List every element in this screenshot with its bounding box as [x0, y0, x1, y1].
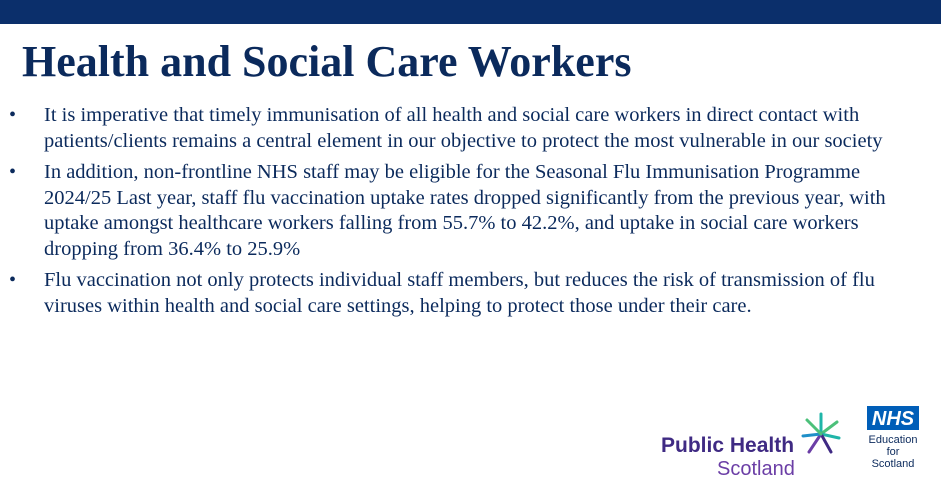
nhs-education-scotland-logo	[853, 404, 933, 486]
nhs-sub-line2: for	[886, 446, 900, 458]
phs-name-line1: Public Health	[661, 434, 795, 457]
slide-title: Health and Social Care Workers	[22, 37, 632, 86]
bullet-item	[0, 103, 900, 154]
bullet-marker: •	[9, 269, 17, 291]
logo-area	[651, 404, 941, 486]
bullet-item	[0, 160, 900, 262]
sparkle-icon	[801, 412, 841, 456]
public-health-scotland-logo	[661, 412, 851, 484]
bullet-text: In addition, non-frontline NHS staff may be eligible for the Seasonal Flu Immunisation Programme 2024/25 Last year, staff flu vaccination uptake rates dropped significantly from the previous year, with uptake amongst healthcare workers falling from 55.7% to 42.2%, and uptake in social care workers dropping from 36.4% to 25.9%	[44, 161, 886, 260]
phs-name-line2: Scotland	[717, 458, 795, 480]
bullet-text: Flu vaccination not only protects individual staff members, but reduces the risk of transmission of flu viruses within health and social care settings, helping to protect those under their care.	[44, 269, 875, 317]
bullet-marker: •	[9, 104, 17, 126]
bullet-item	[0, 268, 900, 319]
bullet-marker: •	[9, 161, 17, 183]
bullet-text: It is imperative that timely immunisation of all health and social care workers in direct contact with patients/clients remains a central element in our objective to protect the most vulnerable in our society	[44, 104, 883, 152]
top-banner	[0, 0, 941, 24]
nhs-box: NHS	[867, 406, 919, 430]
nhs-sub-line3: Scotland	[871, 458, 915, 470]
bullet-list	[0, 103, 900, 325]
nhs-sub-line1: Education	[868, 434, 918, 446]
